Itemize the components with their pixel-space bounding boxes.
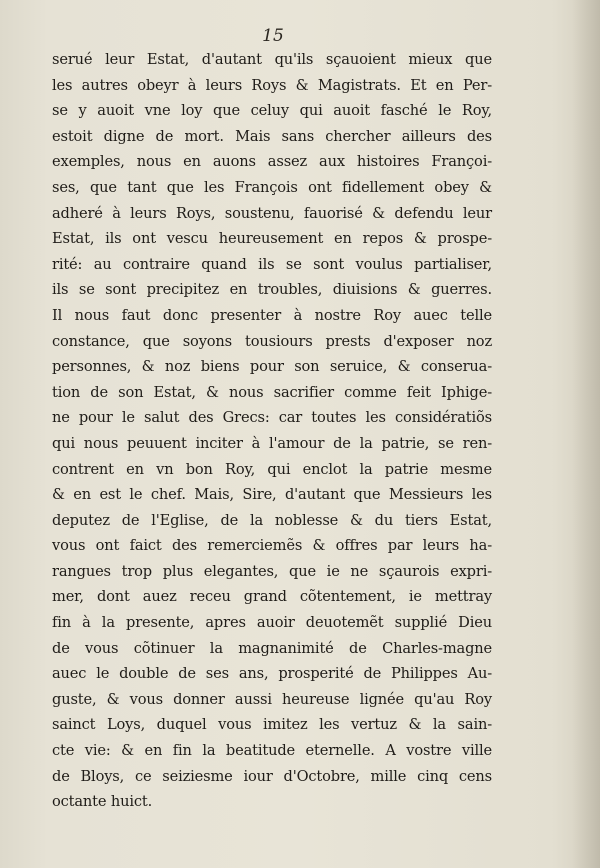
text-line: adheré à leurs Roys, soustenu, fauorisé & defendu leur bbox=[52, 204, 492, 222]
page-number: 15 bbox=[262, 26, 284, 46]
text-line: fin à la presente, apres auoir deuotemẽt supplié Dieu bbox=[52, 614, 492, 632]
text-line: guste, & vous donner aussi heureuse lignée qu'au Roy bbox=[52, 690, 492, 708]
text-line: Il nous faut donc presenter à nostre Roy auec telle bbox=[52, 306, 492, 324]
text-line: tion de son Estat, & nous sacrifier comme feit Iphige- bbox=[52, 383, 492, 401]
text-line: qui nous peuuent inciter à l'amour de la patrie, se ren- bbox=[52, 434, 492, 452]
text-line: contrent en vn bon Roy, qui enclot la patrie mesme bbox=[52, 460, 492, 478]
text-line: & en est le chef. Mais, Sire, d'autant que Messieurs les bbox=[52, 486, 492, 504]
text-line: de Bloys, ce seiziesme iour d'Octobre, mille cinq cens bbox=[52, 767, 492, 785]
text-line: mer, dont auez receu grand cõtentement, ie mettray bbox=[52, 588, 492, 606]
text-line: les autres obeyr à leurs Roys & Magistrats. Et en Per- bbox=[52, 76, 492, 94]
text-line: rangues trop plus elegantes, que ie ne sçaurois expri- bbox=[52, 562, 492, 580]
text-line: de vous cõtinuer la magnanimité de Charles-magne bbox=[52, 639, 492, 657]
text-line: octante huict. bbox=[52, 793, 153, 811]
text-line: ils se sont precipitez en troubles, diuisions & guerres. bbox=[52, 281, 492, 299]
text-line: auec le double de ses ans, prosperité de Philippes Au- bbox=[52, 665, 492, 683]
text-line: personnes, & noz biens pour son seruice, & conserua- bbox=[52, 358, 492, 376]
text-line: exemples, nous en auons assez aux histoires Françoi- bbox=[52, 153, 492, 171]
text-line: rité: au contraire quand ils se sont voulus partialiser, bbox=[52, 255, 492, 273]
text-line: se y auoit vne loy que celuy qui auoit fasché le Roy, bbox=[52, 102, 492, 120]
page-edge-shadow bbox=[572, 0, 600, 868]
text-line: deputez de l'Eglise, de la noblesse & du tiers Estat, bbox=[52, 511, 492, 529]
text-line: vous ont faict des remerciemẽs & offres par leurs ha- bbox=[52, 537, 492, 555]
text-line: cte vie: & en fin la beatitude eternelle. A vostre ville bbox=[52, 742, 492, 760]
text-line: ses, que tant que les François ont fidellement obey & bbox=[52, 178, 492, 196]
body-text bbox=[52, 47, 492, 815]
text-line: sainct Loys, duquel vous imitez les vertuz & la sain- bbox=[52, 716, 492, 734]
text-line: estoit digne de mort. Mais sans chercher ailleurs des bbox=[52, 127, 492, 145]
text-line: constance, que soyons tousiours prests d'exposer noz bbox=[52, 332, 492, 350]
text-line: Estat, ils ont vescu heureusement en repos & prospe- bbox=[52, 230, 492, 248]
text-line: serué leur Estat, d'autant qu'ils sçauoient mieux que bbox=[52, 51, 492, 68]
text-line: ne pour le salut des Grecs: car toutes les considératiõs bbox=[52, 409, 492, 427]
